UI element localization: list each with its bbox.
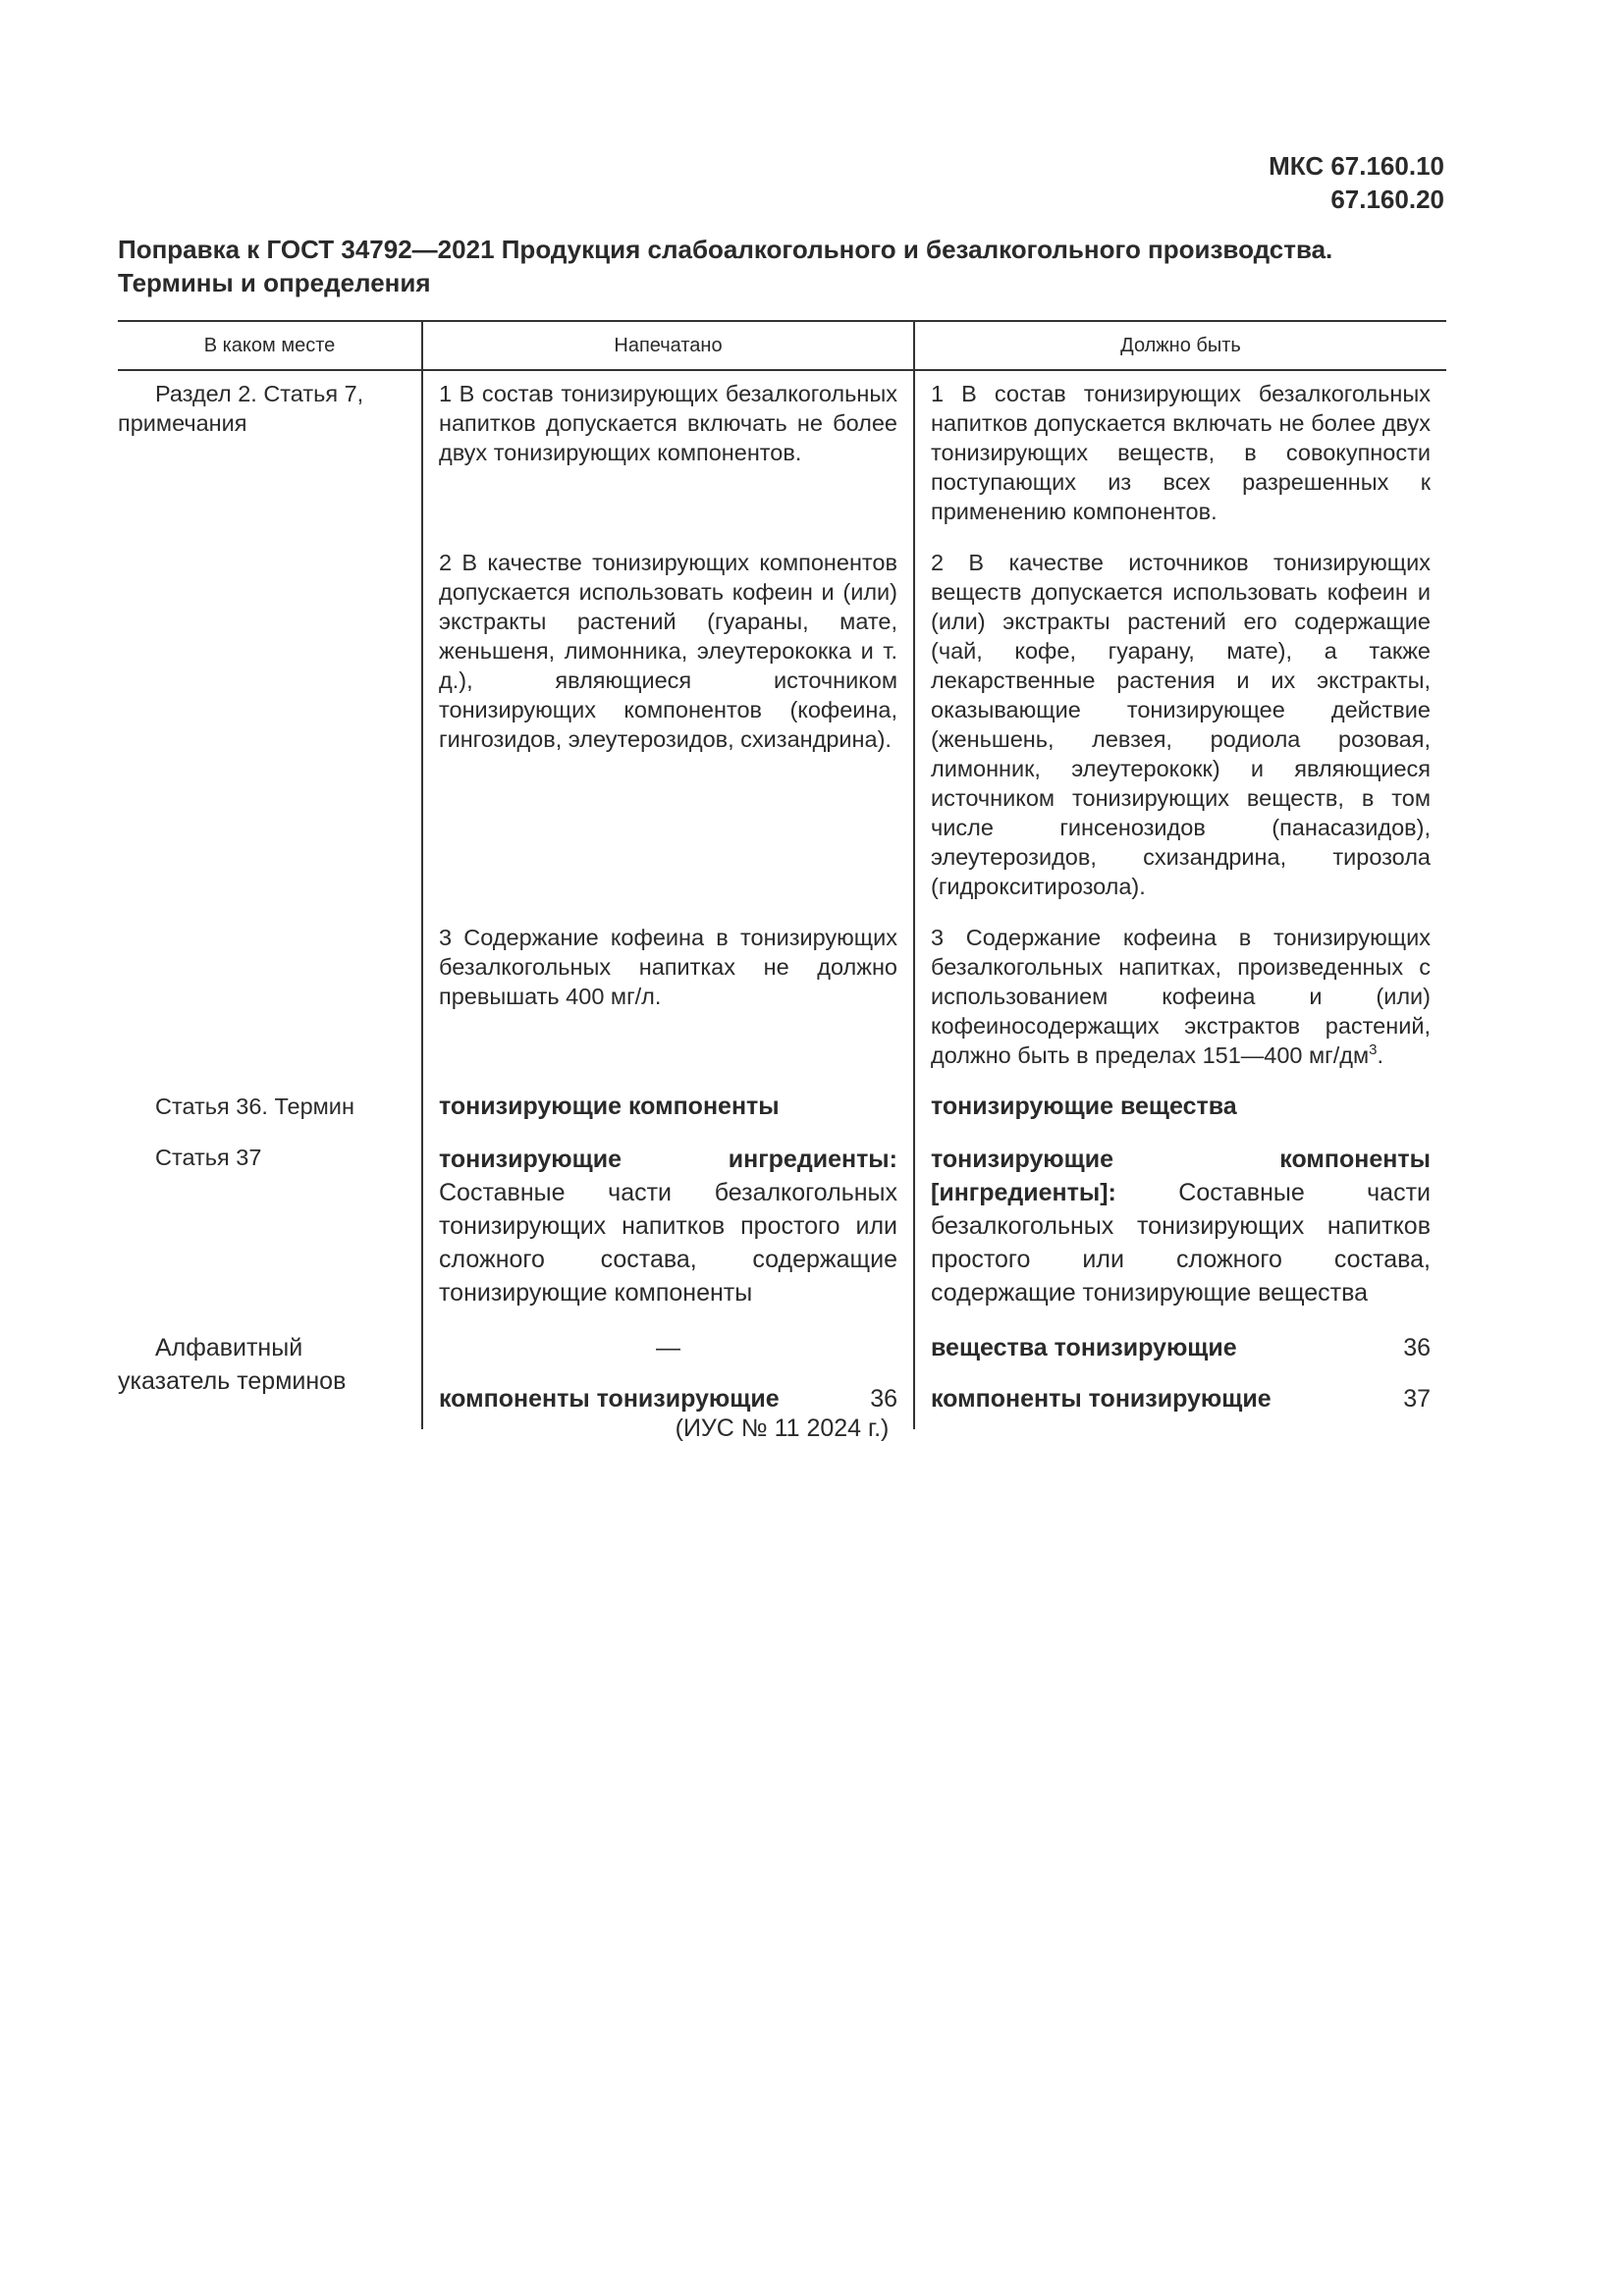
- definition: Составные части безалкогольных тонизирующих напитков простого или сложного состава, содержащие тонизирующие вещества: [931, 1179, 1431, 1307]
- where-text: Раздел 2. Статья 7, примечания: [118, 381, 364, 436]
- table-row: [118, 540, 1446, 915]
- ius-reference: (ИУС № 11 2024 г.): [675, 1415, 890, 1442]
- term: тонизирующие компоненты [ингредиенты]:: [931, 1146, 1431, 1206]
- column-header-printed: Напечатано: [422, 321, 914, 370]
- index-number: 37: [1403, 1385, 1431, 1413]
- where-text: Статья 36. Термин: [155, 1094, 354, 1119]
- table-row: [118, 915, 1446, 1084]
- cell-should-be: [914, 1135, 1446, 1323]
- mks-code-2: 67.160.20: [1330, 185, 1444, 214]
- term: тонизирующие компоненты: [439, 1093, 780, 1120]
- definition: Составные части безалкогольных тонизирующих напитков простого или сложного состава, содержащие тонизирующие компоненты: [439, 1179, 897, 1307]
- cell-where: [118, 370, 422, 540]
- cell-where: [118, 915, 422, 1084]
- cell-where: [118, 1323, 422, 1429]
- column-header-should-be: Должно быть: [914, 321, 1446, 370]
- mks-codes: [1269, 149, 1444, 216]
- cell-printed: 1 В состав тонизирующих безалкогольных напитков допускается включать не более двух тонизирующих компонентов.: [422, 370, 914, 540]
- index-number: 36: [1403, 1334, 1431, 1362]
- table-row: [118, 370, 1446, 540]
- table-row: [118, 1135, 1446, 1323]
- cell-printed: [422, 1135, 914, 1323]
- table-row: [118, 1084, 1446, 1135]
- where-text: Статья 37: [155, 1145, 262, 1170]
- superscript: 3: [1369, 1041, 1378, 1059]
- index-term: компоненты тонизирующие: [439, 1385, 780, 1413]
- where-text: Алфавитный указатель терминов: [118, 1334, 347, 1395]
- cell-should-be: [914, 1084, 1446, 1135]
- amendment-table: [118, 320, 1446, 1429]
- cell-printed: 2 В качестве тонизирующих компонентов допускается использовать кофеин и (или) экстракты растений (гуараны, мате, женьшеня, лимонника, элеутерококка и т. д.), являющиеся источником тонизирующих компонентов (кофеина, гингозидов, элеутерозидов, схизандрина).: [422, 540, 914, 915]
- term: тонизирующие ингредиенты:: [439, 1146, 897, 1173]
- cell-where: [118, 1084, 422, 1135]
- cell-should-be: 2 В качестве источников тонизирующих веществ допускается использовать кофеин и (или) экстракты растений его содержащие (чай, кофе, гуарану, мате), а также лекарственные растения и их экстракты, оказывающие тонизирующее действие (женьшень, левзея, родиола розовая, лимонник, элеутерококк) и являющиеся источником тонизирующих веществ, в том числе гинсенозидов (панасазидов), элеутерозидов, схизандрина, тирозола (гидрокситирозола).: [914, 540, 1446, 915]
- index-term: компоненты тонизирующие: [931, 1385, 1272, 1413]
- index-term: вещества тонизирующие: [931, 1334, 1237, 1362]
- index-entry: [931, 1331, 1431, 1364]
- column-header-where: В каком месте: [118, 321, 422, 370]
- cell-printed: [422, 1084, 914, 1135]
- index-entry: [439, 1382, 897, 1415]
- term: тонизирующие вещества: [931, 1093, 1237, 1120]
- cell-should-be: [914, 915, 1446, 1084]
- document-title: Поправка к ГОСТ 34792—2021 Продукция слабоалкогольного и безалкогольного производства. Термины и определения: [118, 235, 1333, 297]
- table-row: [118, 1323, 1446, 1429]
- cell-where: [118, 1135, 422, 1323]
- cell-printed: [422, 1323, 914, 1429]
- index-number: 36: [870, 1385, 897, 1413]
- empty-dash: —: [656, 1334, 680, 1362]
- should-text-end: .: [1377, 1042, 1384, 1068]
- cell-should-be: [914, 1323, 1446, 1429]
- mks-code-1: МКС 67.160.10: [1269, 151, 1444, 181]
- cell-should-be: 1 В состав тонизирующих безалкогольных напитков допускается включать не более двух тонизирующих веществ, в совокупности поступающих из всех разрешенных к применению компонентов.: [914, 370, 1446, 540]
- should-text: 3 Содержание кофеина в тонизирующих безалкогольных напитках, произведенных с использованием кофеина и (или) кофеиносодержащих экстрактов растений, должно быть в пределах 151—400 мг/дм: [931, 925, 1431, 1068]
- table-header-row: [118, 321, 1446, 370]
- cell-where: [118, 540, 422, 915]
- index-entry: [931, 1382, 1431, 1415]
- cell-printed: 3 Содержание кофеина в тонизирующих безалкогольных напитках не должно превышать 400 мг/л.: [422, 915, 914, 1084]
